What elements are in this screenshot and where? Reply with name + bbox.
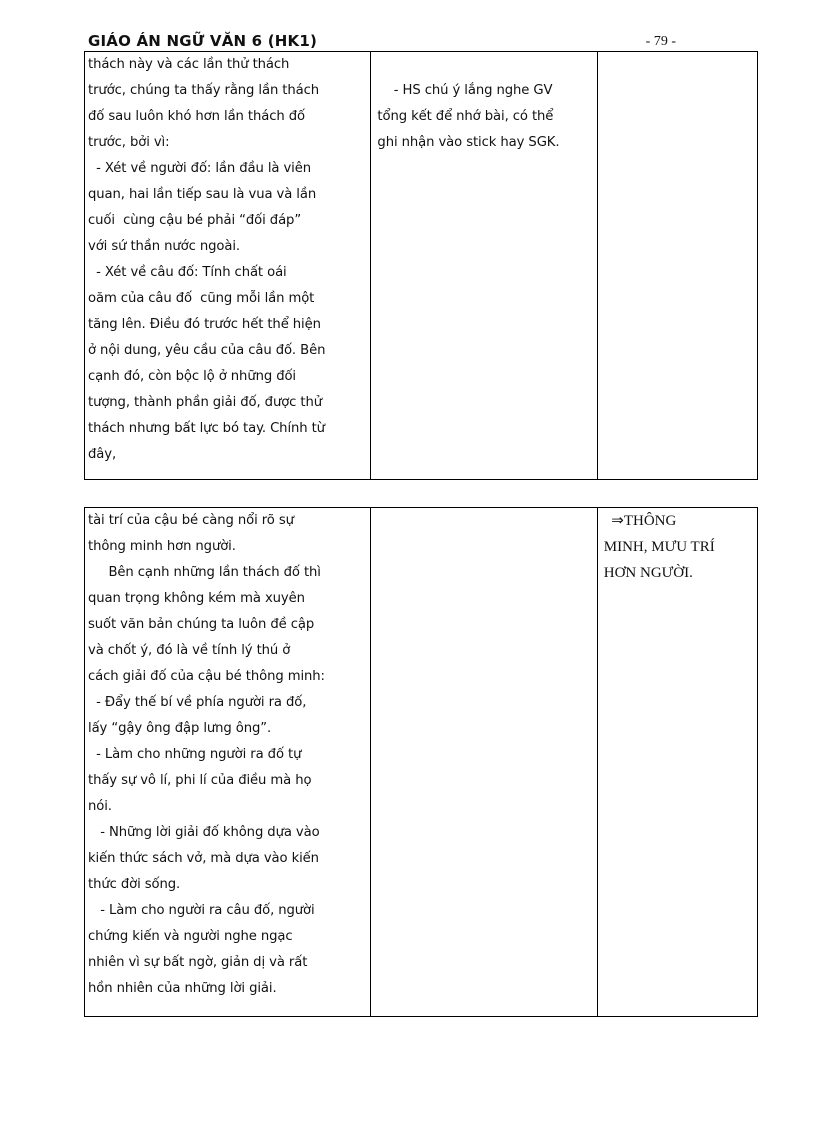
text-line bbox=[371, 52, 596, 78]
text-line: - Đẩy thế bí về phía người ra đố, bbox=[88, 695, 307, 710]
text-line: chứng kiến và người nghe ngạc bbox=[88, 929, 293, 944]
text-line: - Làm cho những người ra đố tự bbox=[88, 747, 302, 762]
text-line: với sứ thần nước ngoài. bbox=[88, 239, 240, 254]
text-line: và chốt ý, đó là về tính lý thú ở bbox=[88, 643, 291, 658]
text-line: tăng lên. Điều đó trước hết thể hiện bbox=[88, 317, 321, 332]
document-title: GIÁO ÁN NGỮ VĂN 6 (HK1) bbox=[88, 32, 318, 50]
table-row bbox=[85, 508, 758, 1017]
lesson-table-1 bbox=[84, 51, 758, 480]
text-line: kiến thức sách vở, mà dựa vào kiến bbox=[88, 851, 319, 866]
summary-cell bbox=[597, 508, 757, 1017]
text-line: trước, bởi vì: bbox=[88, 135, 170, 150]
text-line: đây, bbox=[88, 447, 117, 462]
text-line: thông minh hơn người. bbox=[88, 539, 236, 554]
activity-cell bbox=[371, 508, 597, 1017]
content-text bbox=[85, 52, 370, 468]
text-line: ⇒THÔNG bbox=[603, 513, 677, 529]
text-line: thách này và các lần thử thách bbox=[88, 57, 290, 72]
summary-text bbox=[598, 508, 757, 586]
text-line: cách giải đố của cậu bé thông minh: bbox=[88, 669, 325, 684]
text-line: nói. bbox=[88, 799, 112, 814]
content-cell bbox=[85, 52, 371, 480]
text-line: - HS chú ý lắng nghe GV bbox=[377, 83, 553, 98]
page-number: - 79 - bbox=[645, 34, 676, 49]
text-line: Bên cạnh những lần thách đố thì bbox=[88, 565, 321, 580]
text-line: quan trọng không kém mà xuyên bbox=[88, 591, 305, 606]
text-line: tượng, thành phần giải đố, được thử bbox=[88, 395, 323, 410]
content-cell bbox=[85, 508, 371, 1017]
text-line: - Xét về câu đố: Tính chất oái bbox=[88, 265, 287, 280]
text-line: tài trí của cậu bé càng nổi rõ sự bbox=[88, 513, 294, 528]
text-line: cạnh đó, còn bộc lộ ở những đối bbox=[88, 369, 296, 384]
text-line: trước, chúng ta thấy rằng lần thách bbox=[88, 83, 320, 98]
text-line: MINH, MƯU TRÍ bbox=[603, 539, 715, 555]
activity-text bbox=[371, 52, 596, 156]
lesson-table-2 bbox=[84, 507, 758, 1017]
text-line: lấy “gậy ông đập lưng ông”. bbox=[88, 721, 272, 736]
text-line: suốt văn bản chúng ta luôn đề cập bbox=[88, 617, 315, 632]
text-line: thấy sự vô lí, phi lí của điều mà họ bbox=[88, 773, 312, 788]
text-line: nhiên vì sự bất ngờ, giản dị và rất bbox=[88, 955, 308, 970]
text-line: - Làm cho người ra câu đố, người bbox=[88, 903, 315, 918]
table-row bbox=[85, 52, 758, 480]
text-line: tổng kết để nhớ bài, có thể bbox=[377, 109, 554, 124]
text-line: đố sau luôn khó hơn lần thách đố bbox=[88, 109, 305, 124]
text-line: cuối cùng cậu bé phải “đối đáp” bbox=[88, 213, 302, 228]
text-line: ghi nhận vào stick hay SGK. bbox=[377, 135, 560, 150]
text-line: oăm của câu đố cũng mỗi lần một bbox=[88, 291, 315, 306]
page-header bbox=[86, 30, 756, 52]
text-line: quan, hai lần tiếp sau là vua và lần bbox=[88, 187, 317, 202]
text-line: ở nội dung, yêu cầu của câu đố. Bên bbox=[88, 343, 326, 358]
activity-cell bbox=[371, 52, 597, 480]
text-line: hồn nhiên của những lời giải. bbox=[88, 981, 277, 996]
text-line: - Xét về người đố: lần đầu là viên bbox=[88, 161, 312, 176]
content-text bbox=[85, 508, 370, 1002]
text-line: thức đời sống. bbox=[88, 877, 181, 892]
text-line: HƠN NGƯỜI. bbox=[603, 565, 693, 581]
text-line: thách nhưng bất lực bó tay. Chính từ bbox=[88, 421, 325, 436]
text-line: - Những lời giải đố không dựa vào bbox=[88, 825, 320, 840]
summary-cell bbox=[597, 52, 757, 480]
